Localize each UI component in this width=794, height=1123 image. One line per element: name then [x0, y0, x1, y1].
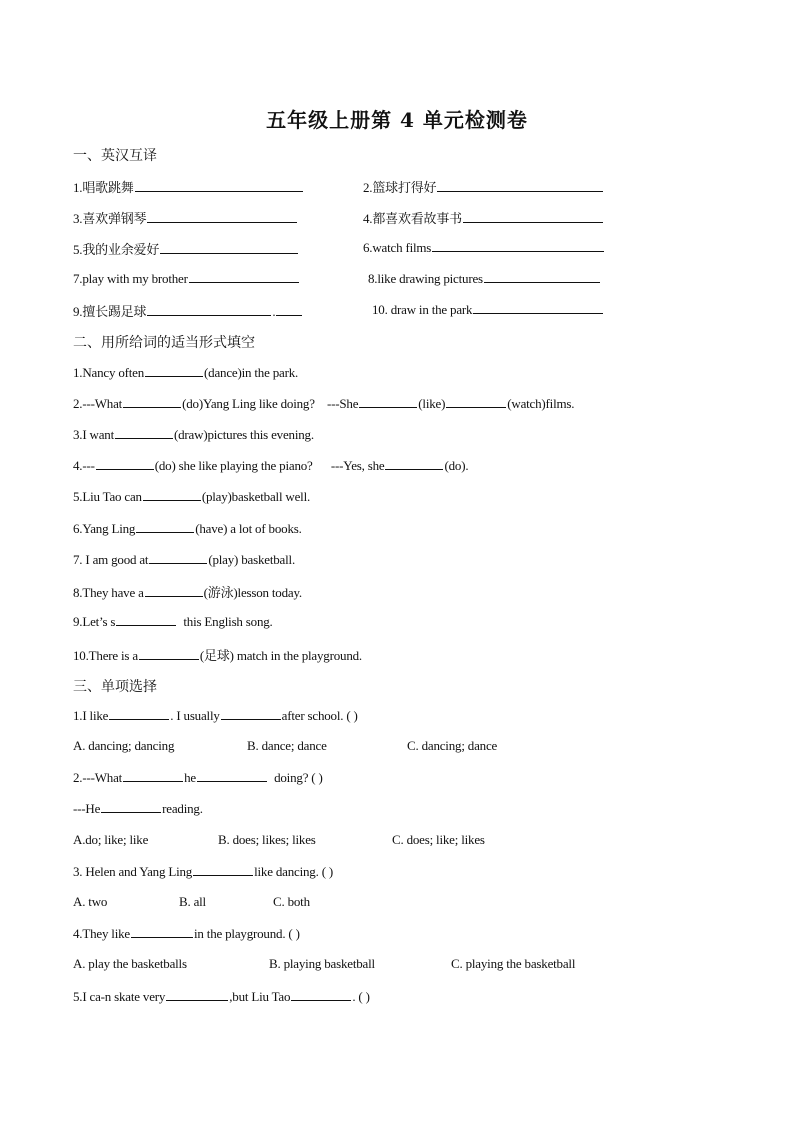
choice-q1 — [73, 707, 358, 724]
option-c[interactable]: C. dancing; dance — [407, 738, 498, 753]
translate-q9: 9.擅长踢足球 — [73, 304, 147, 319]
choice-q2-reply — [73, 800, 203, 817]
choice-q4-bracket: in the playground. ( ) — [194, 926, 300, 941]
fill-q10 — [73, 645, 362, 664]
choice-q1-bracket: after school. ( ) — [281, 708, 358, 723]
translate-row-5 — [73, 301, 473, 320]
translate-q10-wrap — [372, 301, 604, 318]
answer-blank[interactable] — [143, 488, 201, 501]
choice-q4-text: 4.They like — [73, 926, 131, 941]
fill-q10-hint: (足球) match in the playground. — [199, 648, 362, 663]
fill-q3 — [73, 426, 314, 443]
section-heading-fill: 二、用所给词的适当形式填空 — [73, 335, 255, 351]
answer-blank[interactable] — [136, 520, 194, 533]
option-a[interactable]: A. dancing; dancing — [73, 738, 175, 753]
choice-q2-text-2: he — [184, 770, 196, 785]
fill-q1 — [73, 364, 298, 381]
answer-blank[interactable] — [463, 210, 603, 223]
choice-q3-text: 3. Helen and Yang Ling — [73, 864, 193, 879]
fill-q4 — [73, 457, 468, 474]
choice-q5-text: 5.I ca-n skate very — [73, 989, 166, 1004]
translate-row-4 — [73, 270, 483, 287]
fill-q9-text: 9.Let’s s — [73, 614, 116, 629]
option-c[interactable]: C. does; like; likes — [392, 832, 485, 847]
translate-q4: 4.都喜欢看故事书 — [363, 211, 462, 226]
answer-blank[interactable] — [109, 707, 169, 720]
answer-blank[interactable] — [147, 303, 271, 316]
fill-q6-text: 6.Yang Ling — [73, 521, 136, 536]
answer-blank[interactable] — [149, 551, 207, 564]
answer-blank[interactable] — [221, 707, 281, 720]
translate-q6: 6.watch films — [363, 240, 432, 255]
fill-q7-text: 7. I am good at — [73, 552, 149, 567]
option-c[interactable]: C. playing the basketball — [451, 956, 576, 971]
choice-q5-bracket: . ( ) — [352, 989, 370, 1004]
choice-q2-bracket: doing? ( ) — [274, 770, 323, 785]
choice-q5 — [73, 988, 370, 1005]
answer-blank[interactable] — [193, 863, 253, 876]
fill-q2 — [73, 395, 574, 412]
answer-blank[interactable] — [432, 239, 604, 252]
translate-q10: 10. draw in the park — [372, 302, 473, 317]
fill-q4-hint: (do) she like playing the piano? — [154, 458, 313, 473]
fill-q4-reply: ---Yes, she — [330, 458, 385, 473]
option-b[interactable]: B. playing basketball — [269, 956, 375, 971]
answer-blank[interactable] — [123, 395, 181, 408]
fill-q9-hint: this English song. — [183, 614, 273, 629]
option-b[interactable]: B. does; likes; likes — [218, 832, 316, 847]
answer-blank[interactable] — [115, 426, 173, 439]
choice-q2-reply-text: ---He — [73, 801, 101, 816]
choice-q2-reply-text-2: reading. — [162, 801, 203, 816]
fill-q3-hint: (draw)pictures this evening. — [174, 427, 314, 442]
fill-q5 — [73, 488, 310, 505]
choice-q2-text: 2.---What — [73, 770, 123, 785]
translate-q4-wrap — [363, 208, 604, 227]
translate-q6-wrap — [363, 239, 605, 256]
answer-blank[interactable] — [145, 584, 203, 597]
fill-q1-text: 1.Nancy often — [73, 365, 145, 380]
fill-q5-text: 5.Liu Tao can — [73, 489, 142, 504]
fill-q2-reply: ---She — [327, 396, 359, 411]
choice-q2 — [73, 769, 323, 786]
answer-blank[interactable] — [116, 613, 176, 626]
fill-q10-text: 10.There is a — [73, 648, 138, 663]
translate-q3: 3.喜欢弹钢琴 — [73, 211, 147, 226]
translate-q7: 7.play with my brother — [73, 271, 188, 286]
answer-blank[interactable] — [484, 270, 600, 283]
option-a[interactable]: A. play the basketballs — [73, 956, 187, 971]
answer-blank[interactable] — [473, 301, 603, 314]
fill-q2-hint-2: (like) — [418, 396, 446, 411]
translate-q2-wrap — [363, 177, 604, 196]
answer-blank[interactable] — [131, 925, 193, 938]
answer-blank[interactable] — [139, 647, 199, 660]
section-heading-translate: 一、英汉互译 — [73, 148, 157, 164]
fill-q2-hint-3: (watch)films. — [507, 396, 575, 411]
fill-q5-hint: (play)basketball well. — [201, 489, 311, 504]
fill-q4-text: 4.--- — [73, 458, 95, 473]
answer-blank[interactable] — [291, 988, 351, 1001]
option-a[interactable]: A. two — [73, 894, 108, 909]
answer-blank[interactable] — [197, 769, 267, 782]
choice-q3-bracket: like dancing. ( ) — [254, 864, 333, 879]
page-title: 五年级上册第 4 单元检测卷 — [266, 108, 528, 132]
answer-blank[interactable] — [189, 270, 299, 283]
fill-q8 — [73, 582, 302, 601]
fill-q8-hint: (游泳)lesson today. — [203, 585, 302, 600]
translate-q2: 2.篮球打得好 — [363, 180, 437, 195]
section-heading-choice: 三、单项选择 — [73, 679, 157, 695]
choice-q1-text: 1.I like — [73, 708, 109, 723]
fill-q7 — [73, 551, 295, 568]
translate-q9-tail: . — [272, 304, 276, 319]
answer-blank[interactable] — [160, 241, 298, 254]
fill-q1-hint: (dance)in the park. — [204, 365, 299, 380]
option-a[interactable]: A.do; like; like — [73, 832, 149, 847]
option-c[interactable]: C. both — [273, 894, 310, 909]
fill-q7-hint: (play) basketball. — [208, 552, 295, 567]
fill-q6-hint: (have) a lot of books. — [195, 521, 302, 536]
choice-q4 — [73, 925, 300, 942]
answer-blank[interactable] — [359, 395, 417, 408]
answer-blank[interactable] — [96, 457, 154, 470]
fill-q2-hint: (do)Yang Ling like doing? — [182, 396, 315, 411]
option-b[interactable]: B. all — [179, 894, 206, 909]
answer-blank[interactable] — [276, 303, 302, 316]
translate-q5: 5.我的业余爱好 — [73, 242, 160, 257]
answer-blank[interactable] — [145, 364, 203, 377]
translate-row-3 — [73, 239, 432, 258]
answer-blank[interactable] — [101, 800, 161, 813]
answer-blank[interactable] — [147, 210, 297, 223]
fill-q6 — [73, 520, 302, 537]
choice-q5-text-2: ,but Liu Tao — [229, 989, 291, 1004]
option-b[interactable]: B. dance; dance — [247, 738, 327, 753]
fill-q8-text: 8.They have a — [73, 585, 144, 600]
translate-row-2 — [73, 208, 462, 227]
answer-blank[interactable] — [437, 179, 603, 192]
fill-q2-text: 2.---What — [73, 396, 123, 411]
answer-blank[interactable] — [123, 769, 183, 782]
answer-blank[interactable] — [385, 457, 443, 470]
translate-q8-wrap — [368, 270, 601, 287]
answer-blank[interactable] — [166, 988, 228, 1001]
choice-q3 — [73, 863, 333, 880]
answer-blank[interactable] — [446, 395, 506, 408]
translate-row-1 — [73, 177, 437, 196]
fill-q9 — [73, 613, 273, 630]
answer-blank[interactable] — [135, 179, 303, 192]
translate-q1: 1.唱歌跳舞 — [73, 180, 134, 195]
translate-q8: 8.like drawing pictures — [368, 271, 483, 286]
choice-q1-text-2: . I usually — [170, 708, 220, 723]
fill-q4-hint-2: (do). — [444, 458, 469, 473]
fill-q3-text: 3.I want — [73, 427, 114, 442]
